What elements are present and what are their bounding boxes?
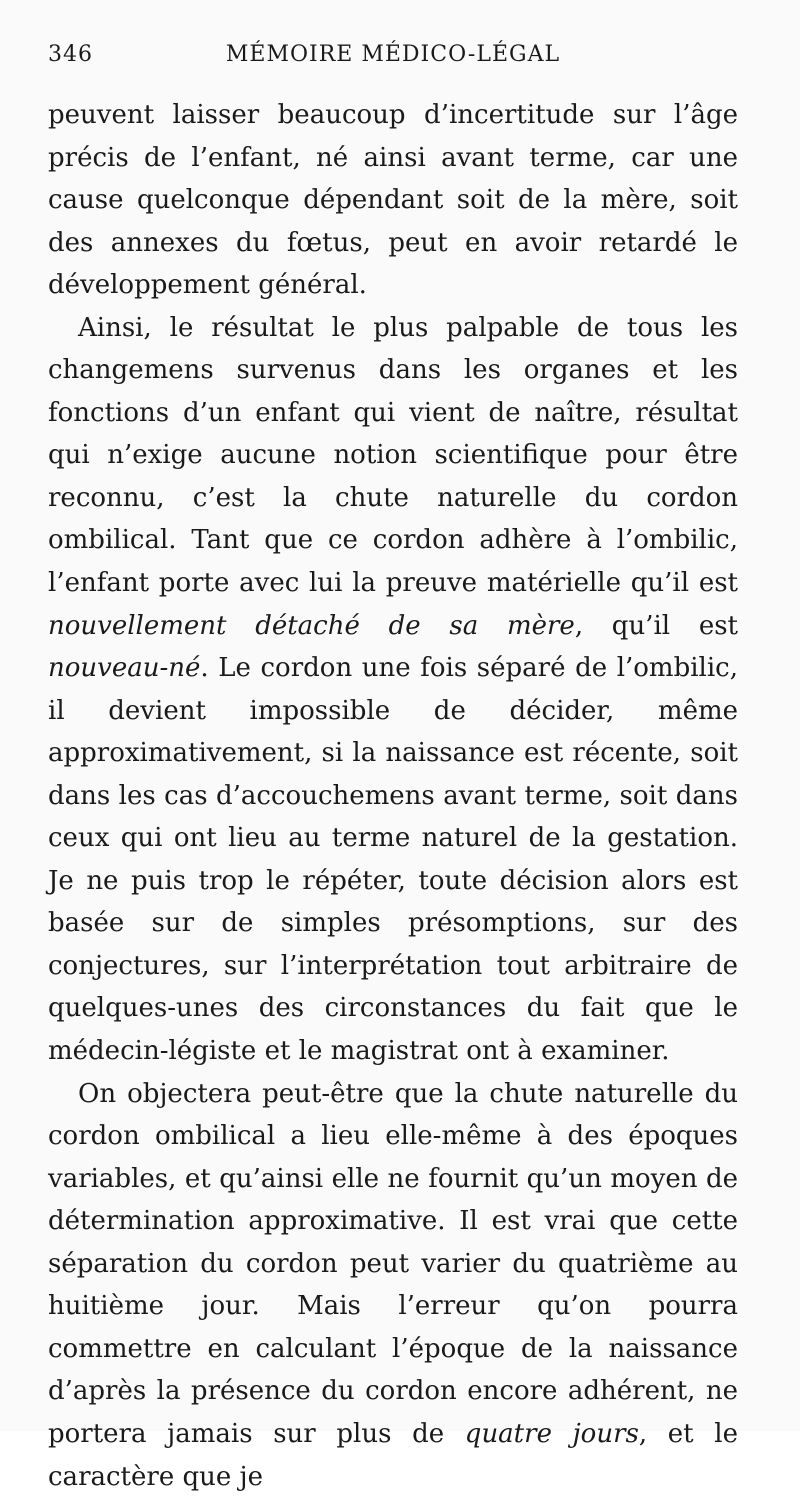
page-header bbox=[48, 42, 738, 82]
paragraph-2-text-b: , qu’il est bbox=[574, 610, 739, 641]
paragraph-3-text-a: On objectera peut-être que la chute naturelle du cordon ombilical a lieu elle-même à des époques variables, et qu’ainsi elle ne fournit qu’un moyen de détermination approximative. Il est vrai que cette séparation du cordon peut varier du quatrième au huitième jour. Mais l’erreur qu’on pourra commettre en calculant l’époque de la naissance d’après la présence du cordon encore adhérent, ne portera jamais sur plus de bbox=[48, 1078, 738, 1449]
paragraph-1 bbox=[48, 94, 738, 307]
paragraph-2-italic-phrase-1: nouvellement détaché de sa mère bbox=[48, 610, 575, 641]
paragraph-2 bbox=[48, 307, 738, 1073]
paragraph-3-italic-phrase: quatre jours bbox=[464, 1418, 639, 1449]
paragraph-2-text-c: . Le cordon une fois séparé de l’ombilic, il devient impossible de décider, même approximativement, si la naissance est récente, soit dans les cas d’accouchemens avant terme, soit dans ceux qui ont lieu au terme naturel de la gestation. Je ne puis trop le répéter, toute décision alors est basée sur de simples présomptions, sur des conjectures, sur l’interprétation tout arbitraire de quelques-unes des circonstances du fait que le médecin-légiste et le magistrat ont à examiner. bbox=[48, 653, 738, 1067]
running-title: MÉMOIRE MÉDICO-LÉGAL bbox=[225, 42, 561, 67]
paragraph-2-italic-phrase-2: nouveau-né bbox=[48, 653, 201, 684]
paragraph-3-text-b: , et le caractère que je bbox=[48, 1418, 738, 1492]
paragraph-3 bbox=[48, 1073, 738, 1498]
paragraph-2-text-a: Ainsi, le résultat le plus palpable de tous les changemens survenus dans les organes et les fonctions d’un enfant qui vient de naître, résultat qui n’exige aucune notion scientifique pour être reconnu, c’est la chute naturelle du cordon ombilical. Tant que ce cordon adhère à l’ombilic, l’enfant porte avec lui la preuve matérielle qu’il est bbox=[48, 312, 738, 599]
page-number: 346 bbox=[48, 42, 93, 67]
paragraph-1-text: peuvent laisser beaucoup d’incertitude sur l’âge précis de l’enfant, né ainsi avant terme, car une cause quelconque dépendant soit de la mère, soit des annexes du fœtus, peut en avoir retardé le développement général. bbox=[48, 100, 738, 301]
body-text bbox=[48, 94, 738, 1498]
